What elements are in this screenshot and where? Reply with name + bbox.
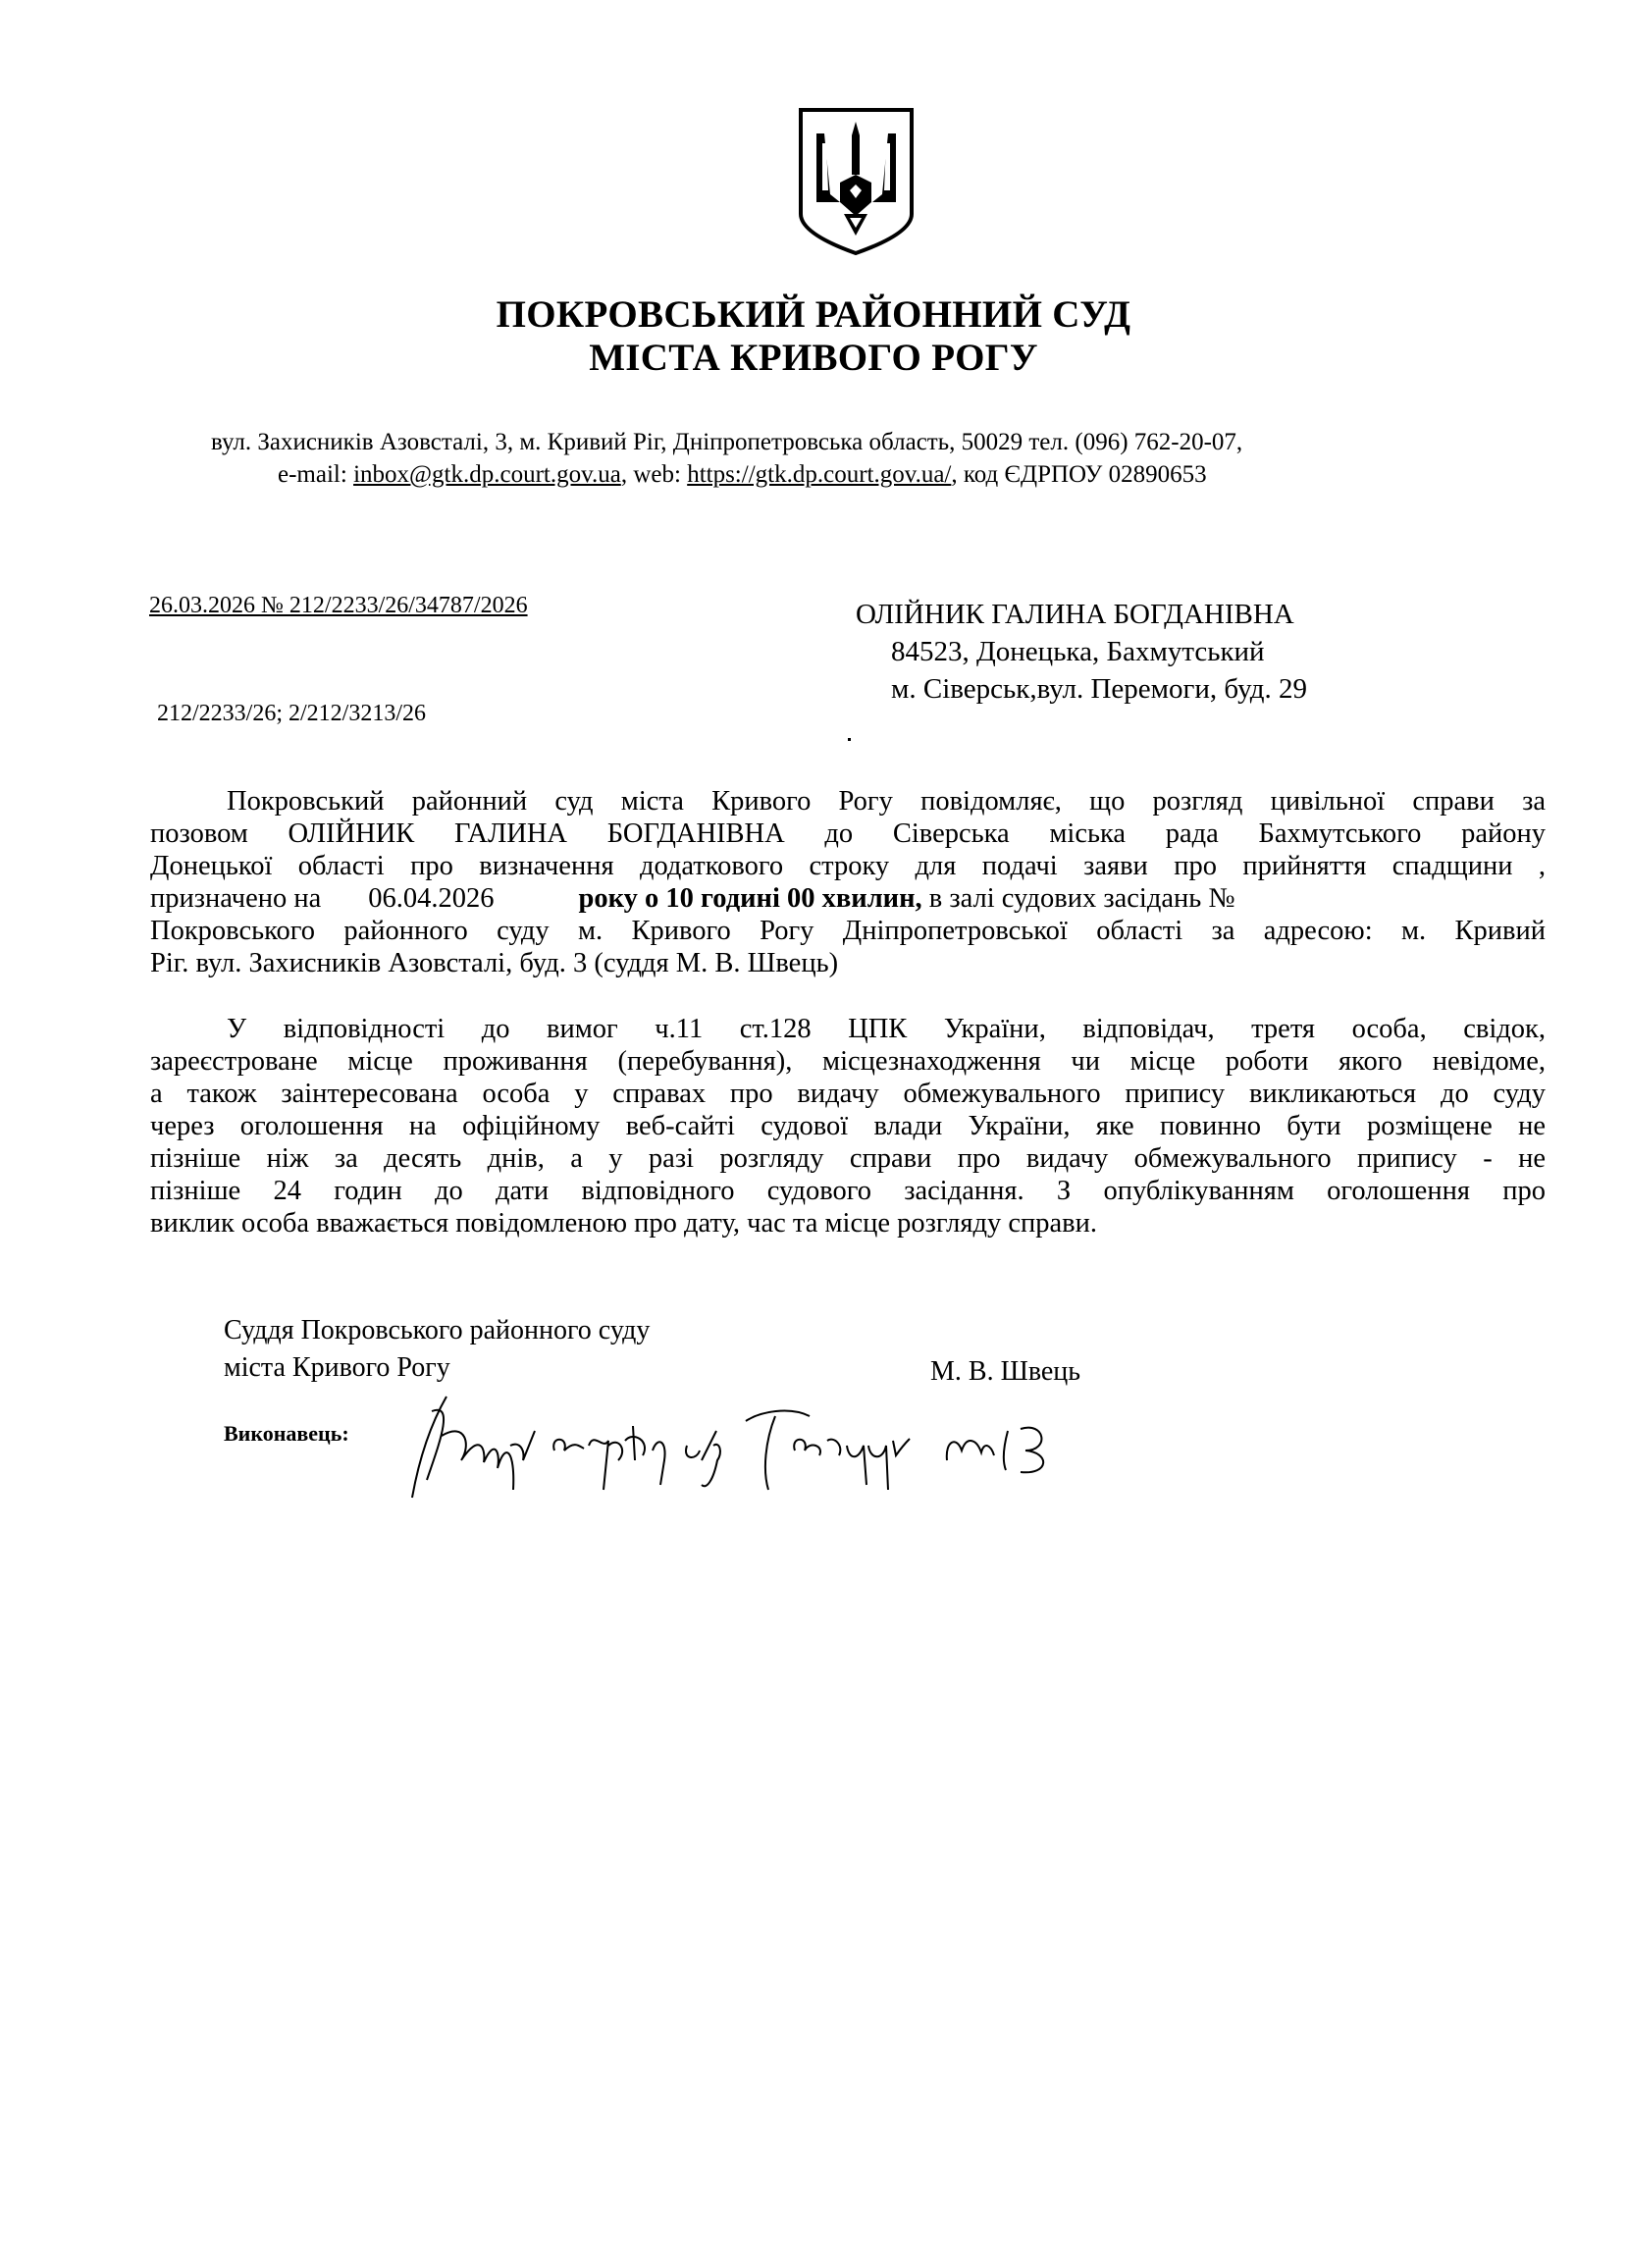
- paragraph-line: Донецької області про визначення додаткового строку для подачі заяви про прийняття спадщини ,: [150, 851, 1546, 881]
- court-contacts: [278, 461, 1207, 489]
- recipient-address-line1: 84523, Донецька, Бахмутський: [891, 636, 1265, 667]
- website-link[interactable]: https://gtk.dp.court.gov.ua/: [687, 461, 952, 488]
- email-link[interactable]: inbox@gtk.dp.court.gov.ua: [353, 461, 621, 488]
- hearing-time: року о 10 годині 00 хвилин,: [578, 883, 922, 914]
- outgoing-date-number: 26.03.2026 № 212/2233/26/34787/2026: [149, 593, 528, 618]
- coat-of-arms-trident-icon: [795, 106, 918, 255]
- case-numbers: 212/2233/26; 2/212/3213/26: [157, 701, 427, 726]
- email-label: e-mail:: [278, 461, 354, 488]
- court-name-line1: ПОКРОВСЬКИЙ РАЙОННИЙ СУД: [496, 293, 1131, 336]
- paragraph-line: позовом ОЛІЙНИК ГАЛИНА БОГДАНІВНА до Сіверська міська рада Бахмутського району: [150, 818, 1546, 849]
- hearing-date: 06.04.2026: [368, 883, 495, 914]
- paragraph-line: пізніше 24 годин до дати відповідного судового засідання. З опублікуванням оголошення про: [150, 1176, 1546, 1206]
- paragraph-line: через оголошення на офіційному веб-сайті судової влади України, яке повинно бути розміщене не: [150, 1111, 1546, 1141]
- executor-handwritten-signature: [407, 1392, 1182, 1500]
- hearing-prefix: призначено на: [150, 883, 322, 914]
- paragraph-line: зареєстроване місце проживання (перебування), місцезнаходження чи місце роботи якого невідоме,: [150, 1046, 1546, 1077]
- hearing-line: [150, 882, 1546, 915]
- judge-position-line2: міста Кривого Рогу: [224, 1352, 450, 1383]
- paragraph-line: виклик особа вважається повідомленою про дату, час та місце розгляду справи.: [150, 1208, 1097, 1239]
- court-address: вул. Захисників Азовсталі, 3, м. Кривий Ріг, Дніпропетровська область, 50029 тел. (096) 762-20-07,: [211, 429, 1243, 455]
- paragraph-line: а також заінтересована особа у справах про видачу обмежувального припису викликаються до суду: [150, 1079, 1546, 1109]
- edrpou-code: , код ЄДРПОУ 02890653: [951, 461, 1207, 488]
- recipient-address-line2: м. Сіверськ,вул. Перемоги, буд. 29: [891, 673, 1308, 705]
- hearing-suffix: в залі судових засідань №: [928, 883, 1235, 914]
- court-name-line2: МІСТА КРИВОГО РОГУ: [589, 337, 1038, 379]
- paragraph-line: Ріг. вул. Захисників Азовсталі, буд. 3 (суддя М. В. Швець): [150, 948, 839, 978]
- executor-label: Виконавець:: [224, 1421, 349, 1446]
- notice-paragraph-1: [150, 785, 1546, 979]
- scan-dot: [848, 738, 851, 741]
- paragraph-line: Покровського районного суду м. Кривого Рогу Дніпропетровської області за адресою: м. Кривий: [150, 916, 1546, 946]
- web-label: , web:: [620, 461, 688, 488]
- notice-paragraph-2: [150, 1013, 1546, 1239]
- paragraph-line: пізніше ніж за десять днів, а у разі розгляду справи про видачу обмежувального припису - не: [150, 1143, 1546, 1174]
- judge-name: М. В. Швець: [930, 1356, 1081, 1387]
- paragraph-line: Покровський районний суд міста Кривого Рогу повідомляє, що розгляд цивільної справи за: [227, 786, 1546, 817]
- judge-position-line1: Суддя Покровського районного суду: [224, 1315, 651, 1345]
- paragraph-line: У відповідності до вимог ч.11 ст.128 ЦПК України, відповідач, третя особа, свідок,: [227, 1014, 1546, 1044]
- recipient-name: ОЛІЙНИК ГАЛИНА БОГДАНІВНА: [856, 599, 1294, 630]
